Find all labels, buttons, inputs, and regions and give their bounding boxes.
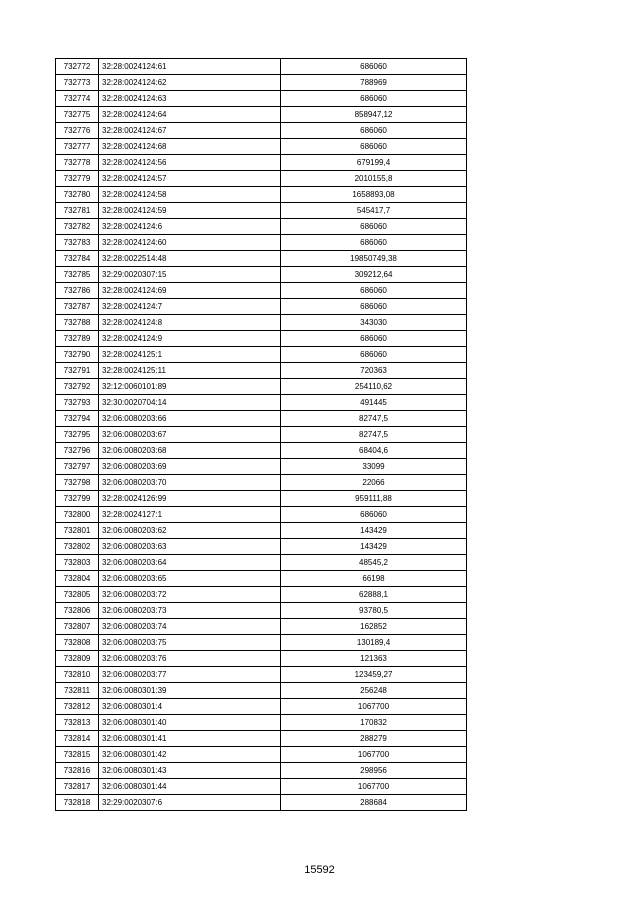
- row-id-cell: 732795: [56, 427, 99, 443]
- value-cell: 143429: [281, 539, 467, 555]
- row-id-cell: 732812: [56, 699, 99, 715]
- row-id-cell: 732773: [56, 75, 99, 91]
- value-cell: 254110,62: [281, 379, 467, 395]
- row-id-cell: 732799: [56, 491, 99, 507]
- cadastral-number-cell: 32:28:0024124:58: [99, 187, 281, 203]
- table-row: [56, 779, 467, 795]
- table-row: [56, 667, 467, 683]
- cadastral-number-cell: 32:28:0024124:9: [99, 331, 281, 347]
- row-id-cell: 732781: [56, 203, 99, 219]
- cadastral-number-cell: 32:28:0024125:1: [99, 347, 281, 363]
- table-row: [56, 219, 467, 235]
- cadastral-number-cell: 32:06:0080203:74: [99, 619, 281, 635]
- value-cell: 686060: [281, 347, 467, 363]
- row-id-cell: 732777: [56, 139, 99, 155]
- table-row: [56, 619, 467, 635]
- table-row: [56, 139, 467, 155]
- value-cell: 256248: [281, 683, 467, 699]
- row-id-cell: 732801: [56, 523, 99, 539]
- table-row: [56, 571, 467, 587]
- data-table-body: [56, 59, 467, 811]
- table-row: [56, 523, 467, 539]
- row-id-cell: 732786: [56, 283, 99, 299]
- table-row: [56, 187, 467, 203]
- table-row: [56, 91, 467, 107]
- cadastral-number-cell: 32:28:0024124:57: [99, 171, 281, 187]
- row-id-cell: 732789: [56, 331, 99, 347]
- row-id-cell: 732804: [56, 571, 99, 587]
- value-cell: 1067700: [281, 699, 467, 715]
- row-id-cell: 732817: [56, 779, 99, 795]
- row-id-cell: 732774: [56, 91, 99, 107]
- table-row: [56, 395, 467, 411]
- cadastral-number-cell: 32:29:0020307:15: [99, 267, 281, 283]
- row-id-cell: 732797: [56, 459, 99, 475]
- value-cell: 288279: [281, 731, 467, 747]
- table-row: [56, 539, 467, 555]
- value-cell: 686060: [281, 331, 467, 347]
- cadastral-number-cell: 32:06:0080203:63: [99, 539, 281, 555]
- cadastral-number-cell: 32:06:0080203:62: [99, 523, 281, 539]
- value-cell: 343030: [281, 315, 467, 331]
- cadastral-number-cell: 32:28:0024125:11: [99, 363, 281, 379]
- cadastral-number-cell: 32:28:0024127:1: [99, 507, 281, 523]
- table-row: [56, 283, 467, 299]
- table-row: [56, 651, 467, 667]
- value-cell: 959111,88: [281, 491, 467, 507]
- value-cell: 66198: [281, 571, 467, 587]
- cadastral-number-cell: 32:06:0080301:43: [99, 763, 281, 779]
- row-id-cell: 732785: [56, 267, 99, 283]
- table-row: [56, 747, 467, 763]
- value-cell: 288684: [281, 795, 467, 811]
- cadastral-number-cell: 32:06:0080203:70: [99, 475, 281, 491]
- value-cell: 686060: [281, 59, 467, 75]
- value-cell: 19850749,38: [281, 251, 467, 267]
- value-cell: 143429: [281, 523, 467, 539]
- row-id-cell: 732775: [56, 107, 99, 123]
- cadastral-number-cell: 32:06:0080203:66: [99, 411, 281, 427]
- cadastral-number-cell: 32:12:0060101:89: [99, 379, 281, 395]
- value-cell: 130189,4: [281, 635, 467, 651]
- table-row: [56, 411, 467, 427]
- value-cell: 545417,7: [281, 203, 467, 219]
- value-cell: 82747,5: [281, 411, 467, 427]
- cadastral-number-cell: 32:06:0080301:39: [99, 683, 281, 699]
- row-id-cell: 732791: [56, 363, 99, 379]
- value-cell: 162852: [281, 619, 467, 635]
- cadastral-number-cell: 32:06:0080203:72: [99, 587, 281, 603]
- table-row: [56, 171, 467, 187]
- table-row: [56, 635, 467, 651]
- cadastral-number-cell: 32:06:0080203:76: [99, 651, 281, 667]
- cadastral-number-cell: 32:06:0080301:4: [99, 699, 281, 715]
- cadastral-number-cell: 32:28:0024124:56: [99, 155, 281, 171]
- row-id-cell: 732788: [56, 315, 99, 331]
- cadastral-number-cell: 32:06:0080203:64: [99, 555, 281, 571]
- row-id-cell: 732784: [56, 251, 99, 267]
- table-row: [56, 123, 467, 139]
- cadastral-number-cell: 32:28:0024124:60: [99, 235, 281, 251]
- row-id-cell: 732803: [56, 555, 99, 571]
- table-row: [56, 315, 467, 331]
- table-row: [56, 443, 467, 459]
- table-row: [56, 107, 467, 123]
- table-row: [56, 235, 467, 251]
- table-row: [56, 427, 467, 443]
- value-cell: 686060: [281, 219, 467, 235]
- cadastral-number-cell: 32:28:0024124:62: [99, 75, 281, 91]
- value-cell: 686060: [281, 139, 467, 155]
- cadastral-number-cell: 32:28:0024124:7: [99, 299, 281, 315]
- value-cell: 298956: [281, 763, 467, 779]
- cadastral-number-cell: 32:28:0024124:59: [99, 203, 281, 219]
- value-cell: 858947,12: [281, 107, 467, 123]
- value-cell: 123459,27: [281, 667, 467, 683]
- table-row: [56, 347, 467, 363]
- row-id-cell: 732815: [56, 747, 99, 763]
- row-id-cell: 732806: [56, 603, 99, 619]
- row-id-cell: 732782: [56, 219, 99, 235]
- value-cell: 2010155,8: [281, 171, 467, 187]
- cadastral-number-cell: 32:06:0080203:69: [99, 459, 281, 475]
- value-cell: 170832: [281, 715, 467, 731]
- cadastral-number-cell: 32:28:0024124:68: [99, 139, 281, 155]
- row-id-cell: 732787: [56, 299, 99, 315]
- row-id-cell: 732772: [56, 59, 99, 75]
- cadastral-number-cell: 32:06:0080301:44: [99, 779, 281, 795]
- row-id-cell: 732811: [56, 683, 99, 699]
- row-id-cell: 732798: [56, 475, 99, 491]
- row-id-cell: 732814: [56, 731, 99, 747]
- row-id-cell: 732796: [56, 443, 99, 459]
- table-row: [56, 59, 467, 75]
- row-id-cell: 732807: [56, 619, 99, 635]
- cadastral-number-cell: 32:28:0024124:6: [99, 219, 281, 235]
- table-row: [56, 267, 467, 283]
- cadastral-number-cell: 32:06:0080203:65: [99, 571, 281, 587]
- row-id-cell: 732816: [56, 763, 99, 779]
- row-id-cell: 732802: [56, 539, 99, 555]
- data-table: [55, 58, 467, 811]
- value-cell: 686060: [281, 91, 467, 107]
- value-cell: 686060: [281, 283, 467, 299]
- value-cell: 1067700: [281, 779, 467, 795]
- table-row: [56, 379, 467, 395]
- table-row: [56, 555, 467, 571]
- table-row: [56, 475, 467, 491]
- value-cell: 22066: [281, 475, 467, 491]
- table-row: [56, 331, 467, 347]
- value-cell: 309212,64: [281, 267, 467, 283]
- row-id-cell: 732778: [56, 155, 99, 171]
- value-cell: 686060: [281, 299, 467, 315]
- table-row: [56, 507, 467, 523]
- table-row: [56, 683, 467, 699]
- cadastral-number-cell: 32:28:0024126:99: [99, 491, 281, 507]
- cadastral-number-cell: 32:28:0024124:61: [99, 59, 281, 75]
- table-row: [56, 731, 467, 747]
- table-row: [56, 299, 467, 315]
- value-cell: 679199,4: [281, 155, 467, 171]
- row-id-cell: 732790: [56, 347, 99, 363]
- table-row: [56, 491, 467, 507]
- value-cell: 788969: [281, 75, 467, 91]
- table-row: [56, 155, 467, 171]
- value-cell: 93780,5: [281, 603, 467, 619]
- value-cell: 68404,6: [281, 443, 467, 459]
- row-id-cell: 732813: [56, 715, 99, 731]
- row-id-cell: 732793: [56, 395, 99, 411]
- table-row: [56, 587, 467, 603]
- table-row: [56, 251, 467, 267]
- cadastral-number-cell: 32:06:0080301:41: [99, 731, 281, 747]
- cadastral-number-cell: 32:29:0020307:6: [99, 795, 281, 811]
- table-row: [56, 459, 467, 475]
- value-cell: 686060: [281, 235, 467, 251]
- row-id-cell: 732810: [56, 667, 99, 683]
- table-row: [56, 603, 467, 619]
- value-cell: 62888,1: [281, 587, 467, 603]
- value-cell: 720363: [281, 363, 467, 379]
- cadastral-number-cell: 32:28:0022514:48: [99, 251, 281, 267]
- row-id-cell: 732808: [56, 635, 99, 651]
- table-row: [56, 715, 467, 731]
- row-id-cell: 732780: [56, 187, 99, 203]
- row-id-cell: 732809: [56, 651, 99, 667]
- cadastral-number-cell: 32:28:0024124:8: [99, 315, 281, 331]
- row-id-cell: 732800: [56, 507, 99, 523]
- value-cell: 121363: [281, 651, 467, 667]
- cadastral-number-cell: 32:28:0024124:63: [99, 91, 281, 107]
- table-row: [56, 75, 467, 91]
- row-id-cell: 732818: [56, 795, 99, 811]
- table-row: [56, 699, 467, 715]
- row-id-cell: 732792: [56, 379, 99, 395]
- row-id-cell: 732776: [56, 123, 99, 139]
- table-row: [56, 363, 467, 379]
- value-cell: 686060: [281, 507, 467, 523]
- row-id-cell: 732805: [56, 587, 99, 603]
- cadastral-number-cell: 32:30:0020704:14: [99, 395, 281, 411]
- table-row: [56, 795, 467, 811]
- row-id-cell: 732794: [56, 411, 99, 427]
- value-cell: 33099: [281, 459, 467, 475]
- cadastral-number-cell: 32:06:0080203:68: [99, 443, 281, 459]
- row-id-cell: 732779: [56, 171, 99, 187]
- value-cell: 1658893,08: [281, 187, 467, 203]
- cadastral-number-cell: 32:06:0080203:67: [99, 427, 281, 443]
- cadastral-number-cell: 32:06:0080301:42: [99, 747, 281, 763]
- cadastral-number-cell: 32:28:0024124:67: [99, 123, 281, 139]
- cadastral-number-cell: 32:06:0080203:73: [99, 603, 281, 619]
- value-cell: 1067700: [281, 747, 467, 763]
- value-cell: 686060: [281, 123, 467, 139]
- cadastral-number-cell: 32:06:0080301:40: [99, 715, 281, 731]
- cadastral-number-cell: 32:06:0080203:75: [99, 635, 281, 651]
- value-cell: 491445: [281, 395, 467, 411]
- value-cell: 48545,2: [281, 555, 467, 571]
- cadastral-number-cell: 32:06:0080203:77: [99, 667, 281, 683]
- table-row: [56, 203, 467, 219]
- row-id-cell: 732783: [56, 235, 99, 251]
- page-number: 15592: [304, 864, 335, 876]
- value-cell: 82747,5: [281, 427, 467, 443]
- cadastral-number-cell: 32:28:0024124:64: [99, 107, 281, 123]
- data-table-container: [55, 58, 467, 811]
- cadastral-number-cell: 32:28:0024124:69: [99, 283, 281, 299]
- table-row: [56, 763, 467, 779]
